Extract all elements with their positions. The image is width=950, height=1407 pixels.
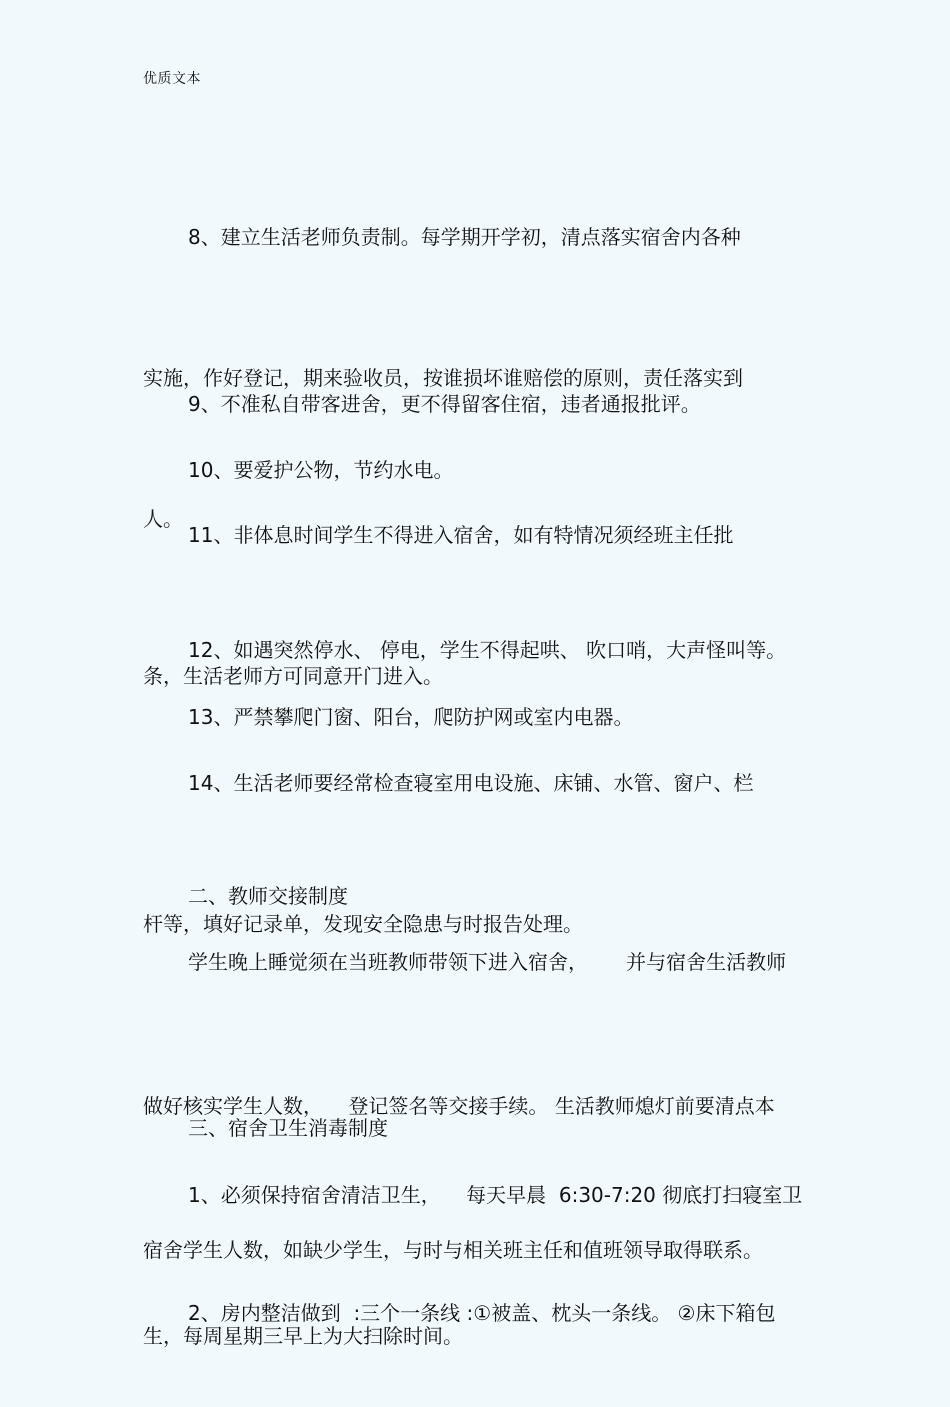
paragraph-line: 人。 (143, 507, 183, 531)
paragraph-line: 学生晚上睡觉须在当班教师带领下进入宿舍， 并与宿舍生活教师 (188, 950, 787, 974)
paragraph-line: 14、生活老师要经常检查寝室用电设施、床铺、水管、窗户、栏 (188, 771, 754, 795)
paragraph-line: 生，每周星期三早上为大扫除时间。 (143, 1324, 463, 1348)
section-heading: 二、教师交接制度 (188, 884, 348, 908)
page-header: 优质文本 (143, 71, 201, 87)
paragraph-line: 2、房内整洁做到 :三个一条线 :①被盖、枕头一条线。 ②床下箱包 (188, 1301, 776, 1325)
paragraph-line: 杆等，填好记录单，发现安全隐患与时报告处理。 (143, 912, 583, 936)
paragraph-line: 9、不准私自带客进舍，更不得留客住宿，违者通报批评。 (188, 392, 701, 416)
paragraph-line: 实施，作好登记，期来验收员，按谁损坏谁赔偿的原则，责任落实到 (143, 366, 743, 390)
paragraph-line: 宿舍学生人数，如缺少学生，与时与相关班主任和值班领导取得联系。 (143, 1238, 763, 1262)
paragraph-hygiene-2 (143, 1196, 803, 1384)
paragraph-line: 条，生活老师方可同意开门进入。 (143, 664, 443, 688)
paragraph-line: 12、如遇突然停水、 停电，学生不得起哄、 吹口哨，大声怪叫等。 (188, 638, 787, 662)
paragraph-line: 11、非体息时间学生不得进入宿舍，如有特情况须经班主任批 (188, 523, 734, 547)
paragraph-line: 8、建立生活老师负责制。每学期开学初，清点落实宿舍内各种 (188, 225, 741, 249)
paragraph-line: 1、必须保持宿舍清洁卫生， 每天早晨 6:30-7:20 彻底打扫寝室卫 (188, 1183, 803, 1207)
section-heading: 三、宿舍卫生消毒制度 (188, 1116, 388, 1140)
paragraph-line: 13、严禁攀爬门窗、阳台，爬防护网或室内电器。 (188, 705, 634, 729)
paragraph-line: 10、要爱护公物，节约水电。 (188, 458, 454, 482)
paragraph-line: 做好核实学生人数， 登记签名等交接手续。 生活教师熄灯前要清点本 (143, 1094, 775, 1118)
